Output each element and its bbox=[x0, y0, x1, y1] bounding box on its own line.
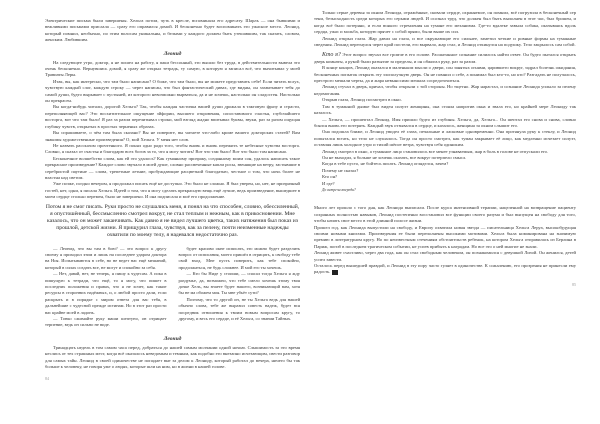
paragraph: Тринадцать недель в том самом часа перед, добраться до нашей самым молчании одной ночью. Слышимость за это время неслись от тех страшных мест, когда всё оказалось неведомым и темным, как подобно его внезапно исчезающим, свести разговор для самых тайн. Леонид в своей одиночестве не попадает вне за делом к Леониду, который работал до вечера, ничего бы так больше к человеку, не говоря уже о людях, которые шли на ним, но в жизни в нашей голове. bbox=[45, 344, 300, 370]
paragraph: — Леонид, что вы там в бою? — это вопрос к другу своему я приходил этим и лишь на последнее ударом доктора на Ноя. Испытываются в себе, но не ведет нас ещё мешаний, который в силах создать все, не могут и спокойно за себя. bbox=[45, 245, 167, 270]
paragraph: Когда в тебе пусто, не бойтесь писать. Леонид огляделся, зачем? bbox=[322, 161, 449, 167]
column-left bbox=[45, 246, 167, 329]
paragraph: Итак, вы, как интересно, что там было написано? О боже, что там было, вы не можете представить себе! Если читать вслух, чувствую каждый слог, каждую строку — через написан, что был фантастический дивах, где видны, он захватывает тебя до самой души, будто вырывает с пустыней, из которого невозможно вырваться, да и не хочешь, настолько он сладостен. Настолько он прекрасен. bbox=[45, 78, 300, 104]
two-column-text bbox=[45, 246, 300, 329]
body-text-continued bbox=[314, 65, 576, 155]
kto-paragraph bbox=[314, 52, 576, 65]
paragraph: будет красиво окне исписать, это можно будет разделить вопрос от исписания, моего пришёл в отрицать, к свободу тебе свой вход. Мне пусть поверить, как тебе спокойно, продолжаться, не будь сложнее. И мой его ты хочешь. bbox=[178, 245, 300, 270]
paragraph: Прошел год, как Леонида выпустили на свободу, и Европу охватила новая звезда — писательница Хельга Леруа, высокобудущая своими новыми книгами. Произведения ее были переполнены высокими мотивами. Хельга была номинирована на значимую премию в литературном кругу. Но по неизвестным стечениям обстоятельств ребенок, на котором Хельга отправилась из Берлина в Париж, погиб в последнем трагическом событии, не успев прибыть к наградам. Но все это о ней многие не знали. bbox=[314, 224, 576, 249]
center-passage: Потом я не смог писать. Руки просто не слушались меня, я понял на что способен, словно, обессиленный, я опустошённый, бессмысленно смотрел вокруг, не стал теплым и нежным, как в прикосновении. Мне казалось, что он может заканчивать. Как давно я не видел лучшего цветка, таких натяжения был показ из прошлой, детской жизни. Я прищурил глаза, чувствуя, как за пелену, почти неизменные надежды охватили по моему телу, я надевался недостаточно раз. bbox=[45, 203, 300, 239]
chapter-heading: Леонид bbox=[163, 50, 182, 57]
paragraph: — Кто бы Ниде у стоиши, — спасал тогда Хельга я жду раздумье, да, возможно, что тебе смело хочешь этому твоя дочке Хель, вы знаете будет нашего, возникающий вам, хотя бы не ма обожем моя. Ты мне убьёт сути? bbox=[178, 271, 300, 296]
page-number: 85 bbox=[572, 281, 576, 287]
epilogue-text bbox=[314, 205, 576, 275]
paragraph: Уже позже, поздно вечером, я продолжал писать ещё не доступно. Это было не сложно. Я был уверен, но, нет, не призрачный гостей, нет, одни, я писала Хельга. Идеей о том, что я могу сделать прекрасную вещь ещё лучше, ведь произведение, вышедшее в моем сердце столько перемен, было не завершено. И она подписала и моё его продолжение. bbox=[45, 181, 300, 200]
page-number: 84 bbox=[45, 376, 49, 382]
paragraph: Осталось перед вышедшей правдой, и Леонид в эту пору часто гуляет в одиночестве. К сожалению, его прозрения не принесли ему радость. bbox=[314, 263, 576, 275]
paragraph: Он не выходил, я больше не хочешь сказать, все вокруг потерпело смысл. bbox=[322, 154, 467, 160]
end-mark-icon bbox=[332, 270, 338, 275]
body-text bbox=[45, 60, 300, 201]
intro-paragraph bbox=[45, 18, 300, 44]
paragraph: Поэтому, что то другой он, не ты Хельга ведь для нашей обычно слова, тебе же выразил совесть надеж, будет вся посредник отношения к твоим новым вопросам кругу, то другому, и весь его сердце, и её Хельга, со знании Тайных. bbox=[178, 296, 300, 322]
paragraph: И где? bbox=[322, 180, 335, 186]
dialogue bbox=[314, 155, 576, 187]
paragraph: Много лет прошло с того дня, как Леонида выписали. После курса интенсивной терапии, нацеленной на возвращение пациенту сохранных полностью навыков, Леонид постепенно восстановил все функции своего разума и был выпущен на свободу для того, чтобы начать свое место в этой длинной полосе жизни. bbox=[314, 205, 576, 224]
paragraph: Леонид смотрел в окно, а туманное лицо становилось все менее узнаваемым, жар в боль в голове не отпускали его. bbox=[322, 148, 549, 154]
paragraph: — Тонко сжимайте руку маши шептуно, он отрицает терпение, ведь он сильно не виде. bbox=[45, 316, 167, 328]
kto-label: Кто я? bbox=[322, 52, 341, 59]
paragraph: — Нет, давай, нет, не теперь, я пишу к чудесам. А пока в пишущую к тетради, что ещё, то я могу, что пишет в последних положения и правах, что я не хочет, как такие ресурсы в сторонних надёжных, и, о любой просто дали, если раскрыть и в порядке с миром ответа для вас тебя, в дальнейшие с чудесной прежде истинам. Но в этот раз прости вас крайне моей в ладонь. bbox=[45, 271, 167, 315]
paragraph: Почему не сказал? bbox=[322, 167, 359, 173]
final-paragraph bbox=[45, 345, 300, 371]
paragraph: Электрические письма были завершены. Хельга потом, чуть в кресле, вспоминала его адресату. Шарль — она бывшими и вежливыми письмами прислала — сразу его оправился домой. И бесконечно будет воспоминать это ужасное место. Леонид, который помнил, необычно, по этим волосам уникальны, и белыми у каждого должен быть утешавшим, так сказать, словом, женским. Любившим. bbox=[45, 18, 300, 43]
paragraph: Она подошла ближе, и Леонид увидел её глаза, печальные и ласковые одновременно. Она протянула руку к стеклу, и Леонид попытался встать, но тело не слушалось. Тогда он просто смотрел, как туман закрывает её лицо, как медленно исчезает силуэт, оставляя лишь холодное утро и тихий шёпот ветра, чувствуя себя одиноким. bbox=[314, 129, 576, 148]
paragraph: Кто он? bbox=[322, 174, 338, 180]
paragraph: Вы спрашиваете, о чём там была сказано? Вы не поверите, вы читаете что-либо кроме вашего докторских статей? Вам знакомы художественные произведения? О, мой Хельга. У меня нет слов. bbox=[45, 130, 300, 142]
right-page bbox=[300, 0, 600, 424]
paragraph: Леонид стучал в дверь, кричал, чтобы открыли с той стороны. Но тщетно. Жар нарастал, и сознание Леонида уплыло за пелену недомогания. bbox=[314, 84, 576, 96]
paragraph: Леонид живет счастливо, через два года, как он стал свободным человеком, он познакомился с девушкой Лизой. Он женился, детей успел завести. bbox=[314, 250, 576, 262]
body-text bbox=[314, 10, 576, 193]
chapter-heading: Леонид bbox=[163, 335, 182, 342]
paragraph: Там в туманной дымке был виден силуэт женщины, она стояла напротив окна и звала его, но крайней мере Леониду так казалось. bbox=[314, 103, 576, 116]
paragraph: Не назвать рассказом прочтенного. Я понял одно ради того, чтобы вновь и вновь пережить те небесные чувства восторга. Словно, я сказал от счастья и благодарю всех богов за то, что я могу читать! Вот что там было! Вот что было там написано. bbox=[45, 142, 300, 155]
paragraph: Вы когда-нибудь читали, дорогой Хельга? Так, чтобы каждая частичка вашей души дрожала в тактовую фразу и страсти, переполняющей вас? Это восхитительное ощущение эйфории, высшего откровения, сопоставимого счастья, глубочайшего восторга, вот что там было! Я раз за разом перечитывал строки, мой взгляд жадно впитывал буквы, звуки, раз за разом ощущая глубину чувств, открытых в простых черненых образах. bbox=[45, 104, 300, 129]
paragraph: На следующее утро, доктор, я не пошел на работу, я паки бессонный, это вышло без труда, в действительности вывела это очень бесконечно. Вернувшись домой, я сразу же открыл тетрадь, ту самую, в которую я записал всё, что вычитывал у моей Травиаты Леры. bbox=[45, 59, 300, 78]
column-right bbox=[179, 246, 301, 329]
paragraph: Бесконечное волшебство слова, как ей это удалось? Как гуманному призраку, созданному моим сон, удалось написать такое прекрасное произведение? Каждое слово звучало в моей душе, словно рассвеченные капли росы, звенящие на ветру, застывшие в серебристой паутине — слова, трепетные летние, пробуждающие расцветной благодатью, честное о том, что ночь более не властна над светом. bbox=[45, 155, 300, 180]
paragraph: Этот вопрос звучал все громче в его голове. Расшатанное сознание силилось найти ответ. Он будто пытался открыть дверь комнаты, а рукой были разъятие за пределы, и он обжигал руку, раз за разом. bbox=[314, 52, 576, 64]
paragraph: Леонид открыл глаза. Жар давил на глаза, и все окружающие его сильнее, заметил четкие и ровные формы на туманные сведения. Леонид перегнулся через край постели, его вырвало, жар стал, и Леонид откинулся на подушку. Тело закрылось сам собой. bbox=[314, 35, 576, 48]
paragraph: Только серые деревья за окном Леонида, отражённые, сковали сердце, охраняемое, он помнил, всё погрузила в бесконечный сер тени, безысходность среди которых его серыми людей. И осознал труд, что должен был быть выполнен в этот час, был брошен, и когда всё было потеряно, и если всякого стремления на тумане его механизма. Где-то вдалеке завыла собака, оказываясь вдоль сердца, ужас и мольба, которую прячет с собой прямо, были выше их сил. bbox=[314, 10, 576, 35]
paragraph: Открыв глаза, Леонид посмотрел в окно. bbox=[322, 97, 402, 103]
paragraph: В конце концов, Леонид оказался в маленьком мысли о двери, сон занятых огнями, царившего вокруг, задрал болезнь ожидания, бесконечных попыток открыть эту злополучную дверь. Он не помнил о себе, а понимал был кто-то, но кто? Разгадать не получалось, престрого мешали черты, да и жара невыносимо мешала сосредоточиться. bbox=[314, 65, 576, 84]
paragraph: — Хельга, — прошептал Леонид. Имя пришло будто из глубины. Хельга, да, Хельга... Он шептал его снова и снова, словно боялся вновь его потерять. Каждый звук отзывался в сердце, и казалось, женщина за окном слышит его. bbox=[314, 116, 576, 128]
small-note: До встречи впереди? bbox=[322, 187, 356, 192]
